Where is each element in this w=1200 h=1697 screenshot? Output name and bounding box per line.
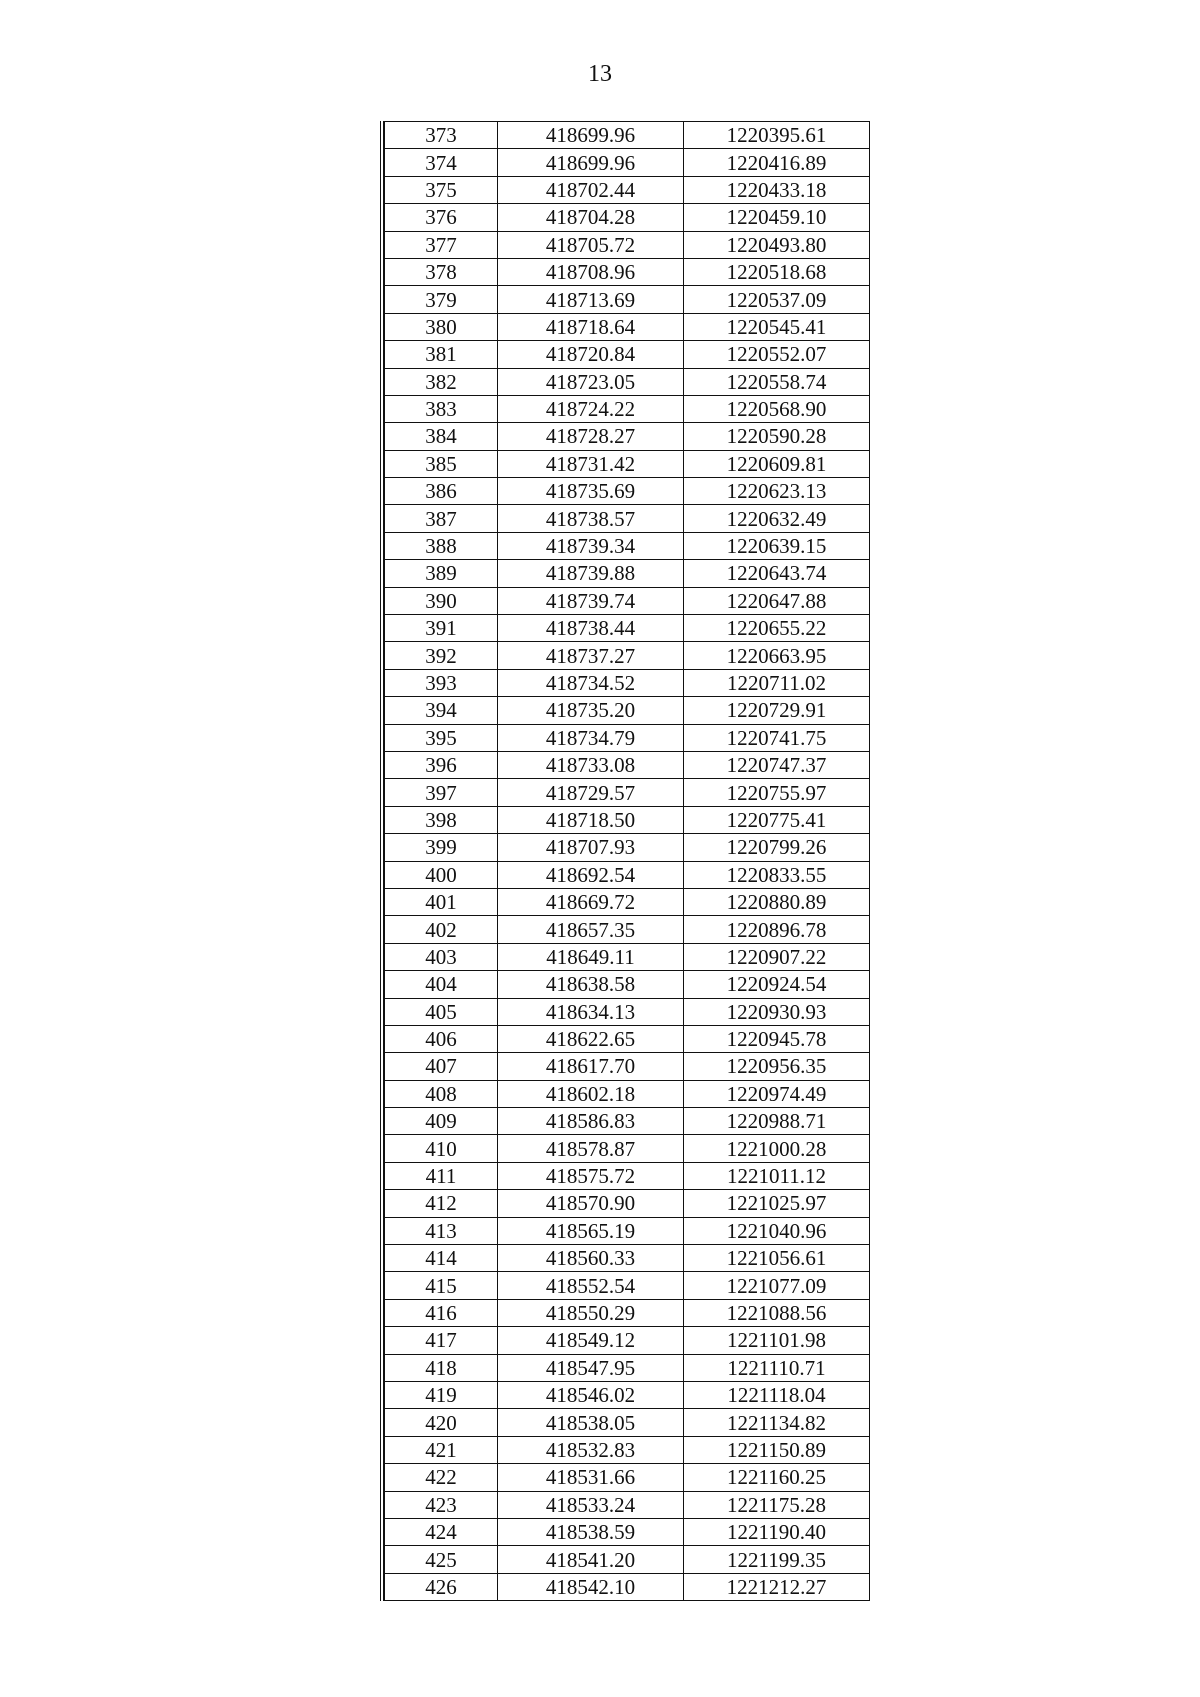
point-number-cell: 384 bbox=[385, 423, 498, 450]
point-number-cell: 383 bbox=[385, 395, 498, 422]
y-coordinate-cell: 1221088.56 bbox=[684, 1299, 870, 1326]
table-row bbox=[385, 971, 870, 998]
x-coordinate-cell: 418718.64 bbox=[498, 313, 684, 340]
table-row bbox=[385, 1135, 870, 1162]
point-number-cell: 378 bbox=[385, 258, 498, 285]
x-coordinate-cell: 418669.72 bbox=[498, 888, 684, 915]
table-row bbox=[385, 861, 870, 888]
table-row bbox=[385, 313, 870, 340]
point-number-cell: 389 bbox=[385, 560, 498, 587]
y-coordinate-cell: 1220518.68 bbox=[684, 258, 870, 285]
page-number: 13 bbox=[588, 61, 612, 87]
y-coordinate-cell: 1220459.10 bbox=[684, 204, 870, 231]
table-row bbox=[385, 1245, 870, 1272]
y-coordinate-cell: 1221175.28 bbox=[684, 1491, 870, 1518]
y-coordinate-cell: 1220945.78 bbox=[684, 1025, 870, 1052]
table-row bbox=[385, 1162, 870, 1189]
table-row bbox=[385, 122, 870, 149]
table-row bbox=[385, 423, 870, 450]
y-coordinate-cell: 1220493.80 bbox=[684, 231, 870, 258]
point-number-cell: 373 bbox=[385, 122, 498, 149]
y-coordinate-cell: 1220974.49 bbox=[684, 1080, 870, 1107]
x-coordinate-cell: 418565.19 bbox=[498, 1217, 684, 1244]
table-row bbox=[385, 751, 870, 778]
y-coordinate-cell: 1221040.96 bbox=[684, 1217, 870, 1244]
point-number-cell: 419 bbox=[385, 1381, 498, 1408]
y-coordinate-cell: 1220590.28 bbox=[684, 423, 870, 450]
x-coordinate-cell: 418733.08 bbox=[498, 751, 684, 778]
table-row bbox=[385, 176, 870, 203]
y-coordinate-cell: 1221118.04 bbox=[684, 1381, 870, 1408]
point-number-cell: 399 bbox=[385, 834, 498, 861]
point-number-cell: 426 bbox=[385, 1573, 498, 1600]
y-coordinate-cell: 1220896.78 bbox=[684, 916, 870, 943]
y-coordinate-cell: 1220558.74 bbox=[684, 368, 870, 395]
x-coordinate-cell: 418702.44 bbox=[498, 176, 684, 203]
table-row bbox=[385, 1518, 870, 1545]
y-coordinate-cell: 1220537.09 bbox=[684, 286, 870, 313]
y-coordinate-cell: 1221101.98 bbox=[684, 1327, 870, 1354]
x-coordinate-cell: 418738.44 bbox=[498, 615, 684, 642]
x-coordinate-cell: 418638.58 bbox=[498, 971, 684, 998]
point-number-cell: 411 bbox=[385, 1162, 498, 1189]
point-number-cell: 395 bbox=[385, 724, 498, 751]
point-number-cell: 424 bbox=[385, 1518, 498, 1545]
point-number-cell: 393 bbox=[385, 669, 498, 696]
point-number-cell: 425 bbox=[385, 1546, 498, 1573]
x-coordinate-cell: 418718.50 bbox=[498, 806, 684, 833]
table-row bbox=[385, 998, 870, 1025]
table-row bbox=[385, 1546, 870, 1573]
table-row bbox=[385, 779, 870, 806]
table-row bbox=[385, 532, 870, 559]
point-number-cell: 382 bbox=[385, 368, 498, 395]
y-coordinate-cell: 1220632.49 bbox=[684, 505, 870, 532]
x-coordinate-cell: 418739.74 bbox=[498, 587, 684, 614]
point-number-cell: 409 bbox=[385, 1108, 498, 1135]
table-row bbox=[385, 1217, 870, 1244]
y-coordinate-cell: 1220775.41 bbox=[684, 806, 870, 833]
y-coordinate-cell: 1220416.89 bbox=[684, 149, 870, 176]
point-number-cell: 407 bbox=[385, 1053, 498, 1080]
point-number-cell: 423 bbox=[385, 1491, 498, 1518]
table-row bbox=[385, 834, 870, 861]
point-number-cell: 397 bbox=[385, 779, 498, 806]
y-coordinate-cell: 1221056.61 bbox=[684, 1245, 870, 1272]
table-row bbox=[385, 1327, 870, 1354]
point-number-cell: 374 bbox=[385, 149, 498, 176]
table-row bbox=[385, 149, 870, 176]
y-coordinate-cell: 1220907.22 bbox=[684, 943, 870, 970]
y-coordinate-cell: 1220568.90 bbox=[684, 395, 870, 422]
point-number-cell: 413 bbox=[385, 1217, 498, 1244]
y-coordinate-cell: 1220988.71 bbox=[684, 1108, 870, 1135]
point-number-cell: 406 bbox=[385, 1025, 498, 1052]
y-coordinate-cell: 1221110.71 bbox=[684, 1354, 870, 1381]
x-coordinate-cell: 418622.65 bbox=[498, 1025, 684, 1052]
table-row bbox=[385, 615, 870, 642]
x-coordinate-cell: 418739.88 bbox=[498, 560, 684, 587]
table-row bbox=[385, 204, 870, 231]
x-coordinate-cell: 418735.69 bbox=[498, 478, 684, 505]
point-number-cell: 412 bbox=[385, 1190, 498, 1217]
x-coordinate-cell: 418724.22 bbox=[498, 395, 684, 422]
point-number-cell: 376 bbox=[385, 204, 498, 231]
x-coordinate-cell: 418541.20 bbox=[498, 1546, 684, 1573]
x-coordinate-cell: 418705.72 bbox=[498, 231, 684, 258]
table-row bbox=[385, 395, 870, 422]
point-number-cell: 403 bbox=[385, 943, 498, 970]
table-row bbox=[385, 231, 870, 258]
y-coordinate-cell: 1220545.41 bbox=[684, 313, 870, 340]
point-number-cell: 377 bbox=[385, 231, 498, 258]
x-coordinate-cell: 418734.52 bbox=[498, 669, 684, 696]
table-row bbox=[385, 1573, 870, 1600]
y-coordinate-cell: 1220609.81 bbox=[684, 450, 870, 477]
point-number-cell: 394 bbox=[385, 697, 498, 724]
table-row bbox=[385, 368, 870, 395]
table-row bbox=[385, 286, 870, 313]
y-coordinate-cell: 1221190.40 bbox=[684, 1518, 870, 1545]
coordinates-grid bbox=[384, 121, 870, 1601]
y-coordinate-cell: 1220729.91 bbox=[684, 697, 870, 724]
point-number-cell: 416 bbox=[385, 1299, 498, 1326]
y-coordinate-cell: 1221000.28 bbox=[684, 1135, 870, 1162]
table-row bbox=[385, 669, 870, 696]
table-row bbox=[385, 1272, 870, 1299]
y-coordinate-cell: 1221011.12 bbox=[684, 1162, 870, 1189]
point-number-cell: 391 bbox=[385, 615, 498, 642]
x-coordinate-cell: 418533.24 bbox=[498, 1491, 684, 1518]
point-number-cell: 418 bbox=[385, 1354, 498, 1381]
x-coordinate-cell: 418735.20 bbox=[498, 697, 684, 724]
table-row bbox=[385, 806, 870, 833]
y-coordinate-cell: 1220663.95 bbox=[684, 642, 870, 669]
point-number-cell: 408 bbox=[385, 1080, 498, 1107]
x-coordinate-cell: 418723.05 bbox=[498, 368, 684, 395]
x-coordinate-cell: 418649.11 bbox=[498, 943, 684, 970]
y-coordinate-cell: 1221199.35 bbox=[684, 1546, 870, 1573]
y-coordinate-cell: 1220956.35 bbox=[684, 1053, 870, 1080]
table-row bbox=[385, 943, 870, 970]
y-coordinate-cell: 1221134.82 bbox=[684, 1409, 870, 1436]
table-row bbox=[385, 1491, 870, 1518]
table-row bbox=[385, 697, 870, 724]
y-coordinate-cell: 1220623.13 bbox=[684, 478, 870, 505]
x-coordinate-cell: 418550.29 bbox=[498, 1299, 684, 1326]
x-coordinate-cell: 418578.87 bbox=[498, 1135, 684, 1162]
table-row bbox=[385, 1299, 870, 1326]
point-number-cell: 415 bbox=[385, 1272, 498, 1299]
x-coordinate-cell: 418734.79 bbox=[498, 724, 684, 751]
table-row bbox=[385, 642, 870, 669]
point-number-cell: 375 bbox=[385, 176, 498, 203]
y-coordinate-cell: 1221212.27 bbox=[684, 1573, 870, 1600]
x-coordinate-cell: 418546.02 bbox=[498, 1381, 684, 1408]
table-row bbox=[385, 1108, 870, 1135]
table-row bbox=[385, 1436, 870, 1463]
y-coordinate-cell: 1220647.88 bbox=[684, 587, 870, 614]
x-coordinate-cell: 418570.90 bbox=[498, 1190, 684, 1217]
point-number-cell: 402 bbox=[385, 916, 498, 943]
x-coordinate-cell: 418634.13 bbox=[498, 998, 684, 1025]
x-coordinate-cell: 418602.18 bbox=[498, 1080, 684, 1107]
y-coordinate-cell: 1220747.37 bbox=[684, 751, 870, 778]
x-coordinate-cell: 418728.27 bbox=[498, 423, 684, 450]
y-coordinate-cell: 1220799.26 bbox=[684, 834, 870, 861]
x-coordinate-cell: 418708.96 bbox=[498, 258, 684, 285]
x-coordinate-cell: 418699.96 bbox=[498, 122, 684, 149]
x-coordinate-cell: 418538.59 bbox=[498, 1518, 684, 1545]
x-coordinate-cell: 418575.72 bbox=[498, 1162, 684, 1189]
table-row bbox=[385, 1354, 870, 1381]
table-row bbox=[385, 1464, 870, 1491]
point-number-cell: 420 bbox=[385, 1409, 498, 1436]
y-coordinate-cell: 1221025.97 bbox=[684, 1190, 870, 1217]
table-row bbox=[385, 1080, 870, 1107]
y-coordinate-cell: 1221077.09 bbox=[684, 1272, 870, 1299]
table-row bbox=[385, 888, 870, 915]
table-row bbox=[385, 916, 870, 943]
table-row bbox=[385, 258, 870, 285]
table-row bbox=[385, 450, 870, 477]
x-coordinate-cell: 418731.42 bbox=[498, 450, 684, 477]
y-coordinate-cell: 1220639.15 bbox=[684, 532, 870, 559]
point-number-cell: 400 bbox=[385, 861, 498, 888]
table-row bbox=[385, 505, 870, 532]
point-number-cell: 380 bbox=[385, 313, 498, 340]
point-number-cell: 414 bbox=[385, 1245, 498, 1272]
point-number-cell: 422 bbox=[385, 1464, 498, 1491]
x-coordinate-cell: 418713.69 bbox=[498, 286, 684, 313]
point-number-cell: 390 bbox=[385, 587, 498, 614]
point-number-cell: 386 bbox=[385, 478, 498, 505]
y-coordinate-cell: 1220833.55 bbox=[684, 861, 870, 888]
y-coordinate-cell: 1220755.97 bbox=[684, 779, 870, 806]
table-row bbox=[385, 341, 870, 368]
y-coordinate-cell: 1220711.02 bbox=[684, 669, 870, 696]
x-coordinate-cell: 418739.34 bbox=[498, 532, 684, 559]
x-coordinate-cell: 418549.12 bbox=[498, 1327, 684, 1354]
point-number-cell: 388 bbox=[385, 532, 498, 559]
point-number-cell: 396 bbox=[385, 751, 498, 778]
point-number-cell: 385 bbox=[385, 450, 498, 477]
point-number-cell: 398 bbox=[385, 806, 498, 833]
table-row bbox=[385, 724, 870, 751]
table-row bbox=[385, 1190, 870, 1217]
x-coordinate-cell: 418532.83 bbox=[498, 1436, 684, 1463]
point-number-cell: 421 bbox=[385, 1436, 498, 1463]
table-row bbox=[385, 1381, 870, 1408]
x-coordinate-cell: 418692.54 bbox=[498, 861, 684, 888]
y-coordinate-cell: 1220741.75 bbox=[684, 724, 870, 751]
y-coordinate-cell: 1220643.74 bbox=[684, 560, 870, 587]
y-coordinate-cell: 1221150.89 bbox=[684, 1436, 870, 1463]
y-coordinate-cell: 1220395.61 bbox=[684, 122, 870, 149]
table-row bbox=[385, 587, 870, 614]
x-coordinate-cell: 418657.35 bbox=[498, 916, 684, 943]
x-coordinate-cell: 418586.83 bbox=[498, 1108, 684, 1135]
coordinates-table bbox=[380, 121, 869, 1601]
x-coordinate-cell: 418704.28 bbox=[498, 204, 684, 231]
point-number-cell: 392 bbox=[385, 642, 498, 669]
point-number-cell: 410 bbox=[385, 1135, 498, 1162]
table-row bbox=[385, 1409, 870, 1436]
table-row bbox=[385, 478, 870, 505]
x-coordinate-cell: 418547.95 bbox=[498, 1354, 684, 1381]
x-coordinate-cell: 418542.10 bbox=[498, 1573, 684, 1600]
point-number-cell: 381 bbox=[385, 341, 498, 368]
x-coordinate-cell: 418617.70 bbox=[498, 1053, 684, 1080]
point-number-cell: 387 bbox=[385, 505, 498, 532]
y-coordinate-cell: 1220924.54 bbox=[684, 971, 870, 998]
x-coordinate-cell: 418720.84 bbox=[498, 341, 684, 368]
x-coordinate-cell: 418737.27 bbox=[498, 642, 684, 669]
y-coordinate-cell: 1220880.89 bbox=[684, 888, 870, 915]
point-number-cell: 404 bbox=[385, 971, 498, 998]
y-coordinate-cell: 1220433.18 bbox=[684, 176, 870, 203]
x-coordinate-cell: 418699.96 bbox=[498, 149, 684, 176]
table-row bbox=[385, 1025, 870, 1052]
point-number-cell: 417 bbox=[385, 1327, 498, 1354]
x-coordinate-cell: 418552.54 bbox=[498, 1272, 684, 1299]
table-row bbox=[385, 560, 870, 587]
x-coordinate-cell: 418531.66 bbox=[498, 1464, 684, 1491]
x-coordinate-cell: 418560.33 bbox=[498, 1245, 684, 1272]
point-number-cell: 379 bbox=[385, 286, 498, 313]
x-coordinate-cell: 418729.57 bbox=[498, 779, 684, 806]
point-number-cell: 401 bbox=[385, 888, 498, 915]
x-coordinate-cell: 418538.05 bbox=[498, 1409, 684, 1436]
x-coordinate-cell: 418738.57 bbox=[498, 505, 684, 532]
y-coordinate-cell: 1221160.25 bbox=[684, 1464, 870, 1491]
coordinates-table-body bbox=[385, 122, 870, 1601]
y-coordinate-cell: 1220655.22 bbox=[684, 615, 870, 642]
y-coordinate-cell: 1220930.93 bbox=[684, 998, 870, 1025]
table-row bbox=[385, 1053, 870, 1080]
point-number-cell: 405 bbox=[385, 998, 498, 1025]
y-coordinate-cell: 1220552.07 bbox=[684, 341, 870, 368]
x-coordinate-cell: 418707.93 bbox=[498, 834, 684, 861]
